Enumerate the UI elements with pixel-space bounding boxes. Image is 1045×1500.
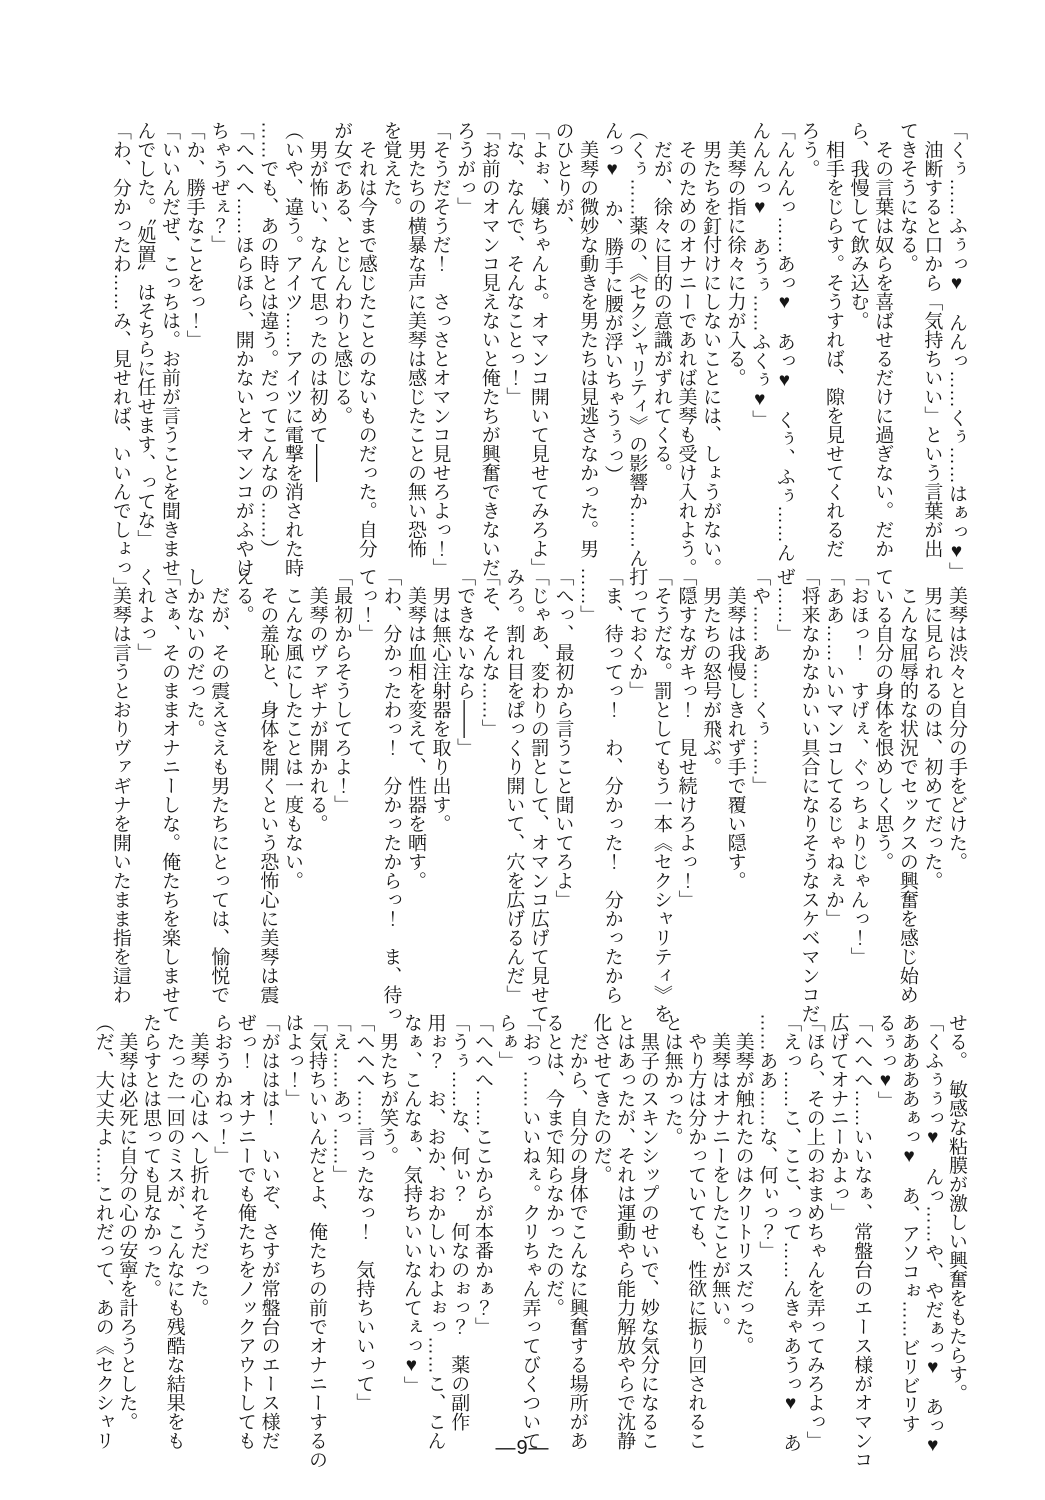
text-column: 「へっ、最初から言うこと聞いてろよ」: [552, 567, 574, 909]
text-column: 「さぁ、そのままオナニーしな。俺たちを楽しませて: [159, 567, 180, 1023]
text-column: 「おほっ！ すげぇ、ぐっちょりじゃんっ！」: [847, 567, 869, 966]
text-column: 男たちの横暴な声に美琴は感じたことの無い恐怖: [404, 121, 426, 558]
text-column: 美琴はオナニーをしたことが無い。: [708, 1013, 730, 1336]
text-column: 「将来なかなかいい具合になりそうなスケベマンコだ: [798, 567, 820, 1023]
text-column: 「へへへ……言ったなっ！ 気持ちいいって」: [353, 1013, 375, 1412]
text-column: 美琴は我慢しきれず手で覆い隠す。: [724, 567, 746, 890]
text-column: ら、我慢して飲み込む。: [847, 121, 869, 330]
text-column: 「よぉ、嬢ちゃんよ。オマンコ開いて見せてみろよ」: [527, 121, 549, 577]
text-column: 美琴は血相を変えて、性器を晒す。: [404, 567, 426, 890]
text-column: ……」: [577, 567, 599, 624]
text-column: 「お前のオマンコ見えないと俺たちが興奮できないだ: [478, 121, 500, 577]
text-column: 美琴が触れたのはクリトリスだった。: [732, 1013, 754, 1355]
text-column: 「へへへ……ほらほら、開かないとオマンコがふやけ: [232, 121, 254, 577]
text-column: 男が怖い、なんて思ったのは初めて――: [306, 121, 328, 482]
text-column: 「わ、分かったわっ！ 分かったからっ！ ま、待っ: [380, 567, 402, 1023]
text-column: 広げてオナニーかよっ」: [827, 1013, 849, 1222]
text-column: 「気持ちいいんだとよ、俺たちの前でオナニーするの: [306, 1013, 328, 1469]
text-column: 「ほら、その上のおまめちゃんを弄ってみろよっ」: [803, 1013, 825, 1450]
text-column: しかないのだった。: [183, 567, 205, 738]
text-column: ろう。: [798, 121, 820, 178]
text-column: 「隠すなガキっ！ 見せ続けろよっ！」: [675, 567, 697, 909]
text-column: その羞恥と、身体を開くという恐怖心に美琴は震: [257, 567, 279, 1004]
text-column: 「え……あっ……」: [329, 1013, 351, 1184]
text-column: てっ！」: [355, 567, 377, 643]
text-column: 「そうだな。罰としてもう一本《セクシャリティ》を: [650, 567, 672, 1023]
text-block-bottom: [91, 1013, 968, 1469]
text-column: だから、自分の身体でこんなに興奮する場所があ: [566, 1013, 588, 1450]
text-column: 「ま、待ってっ！ わ、分かった！ 分かったから: [601, 567, 623, 1004]
text-column: ろうがっ」: [454, 121, 476, 216]
text-column: ている自分の身体を恨めしく思う。: [872, 567, 894, 871]
text-column: ちゃうぜぇ？」: [208, 121, 230, 254]
text-column: せる。 敏感な粘膜が激しい興奮をもたらす。: [946, 1013, 967, 1403]
page-number: ―9―: [495, 1437, 550, 1459]
text-column: 美琴は渋々と自分の手をどけた。: [946, 567, 967, 871]
text-column: 美琴の微妙な動きを男たちは見逃さなかった。男: [577, 121, 599, 558]
text-column: くれよっ」: [134, 567, 156, 662]
text-column: そのためのオナニーであれば美琴も受け入れよう。: [675, 121, 697, 577]
text-column: てきそうになる。: [896, 121, 918, 273]
text-column: だが、その震えさえも男たちにとっては、愉悦で: [208, 567, 230, 1004]
text-column: とは無かった。: [661, 1013, 683, 1146]
text-column: 美琴は言うとおりヴァギナを開いたまま指を這わ: [109, 567, 131, 1004]
text-column: 「わ、分かったわ……み、見せれば、いいんでしょっ」: [109, 121, 131, 596]
text-column: んでした。〝処置〟はそちらに任せます、ってな」: [134, 121, 156, 549]
text-column: 化させてきたのだ。: [590, 1013, 612, 1184]
text-column: とはあったが、それは運動やら能力解放やらで沈静: [614, 1013, 636, 1450]
text-column: るとは、今まで知らなかったのだ。: [543, 1013, 565, 1317]
text-column: たらすとは思っても見なかった。: [140, 1013, 162, 1298]
text-column: 「ああ……いいマンコしてるじゃねぇか」: [823, 567, 845, 928]
text-column: ぜっ！ オナニーでも俺たちをノックアウトしても: [234, 1013, 256, 1450]
text-column: 「えっ……こ、ここ、って……んきゃあうっ♥ あ: [780, 1013, 802, 1452]
text-column: 「へへへ……いいなぁ、常盤台のエース様がオマンコ: [851, 1013, 873, 1469]
text-column: のひとりが、: [552, 121, 574, 235]
text-column: 「へへへ……ここからが本番かぁ？」: [471, 1013, 493, 1336]
text-column: 「じゃあ、変わりの罰として、オマンコ広げて見せて: [527, 567, 549, 1023]
text-column: 「な、なんで、そんなことっ！」: [503, 121, 525, 406]
text-column: ……ああ……な、何ぃっ？」: [756, 1013, 778, 1260]
text-column: はよっ！」: [282, 1013, 304, 1108]
text-column: 黒子のスキンシップのせいで、妙な気分になるこ: [637, 1013, 659, 1450]
text-column: を覚えた。: [380, 121, 402, 216]
text-column: らぁ」: [495, 1013, 517, 1070]
text-column: 相手をじらす。そうすれば、隙を見せてくれるだ: [823, 121, 845, 558]
text-column: 「や……あ……くぅ……」: [749, 567, 771, 795]
text-column: こんな屈辱的な状況でセックスの興奮を感じ始め: [896, 567, 918, 1004]
text-column: 油断すると口から「気持ちいい」という言葉が出: [921, 121, 943, 558]
text-column: それは今まで感じたことのないものだった。自分: [355, 121, 377, 558]
text-column: んんんっ♥ あうぅ……ふくぅ♥」: [749, 121, 771, 429]
text-column: 美琴は必死に自分の心の安寧を計ろうとした。: [116, 1013, 138, 1431]
text-column: その言葉は奴らを喜ばせるだけに過ぎない。だか: [872, 121, 894, 558]
text-column: るぅっ♥」: [874, 1013, 896, 1110]
text-column: なぁ、こんなぁ、気持ちいいなんてぇっ♥」: [400, 1013, 422, 1395]
text-column: が女である、とじんわりと感じる。: [331, 121, 353, 425]
text-column: 「うぅ……な、何ぃ？ 何なのぉっ？ 薬の副作: [448, 1013, 470, 1431]
text-column: 「おっ……いいねぇ。クリちゃん弄ってびくついて: [519, 1013, 541, 1450]
text-column: 打っておくか」: [626, 567, 648, 700]
text-column: 「最初からそうしてろよ！」: [331, 567, 353, 814]
text-column: 美琴の心はへし折れそうだった。: [187, 1013, 209, 1317]
text-column: だが、徐々に目的の意識がずれてくる。: [650, 121, 672, 482]
text-column: んっ♥ か、勝手に腰が浮いちゃうぅっ）: [601, 121, 623, 484]
text-column: らおうかねっ！」: [211, 1013, 233, 1165]
text-column: みろ。割れ目をぱっくり開いて、穴を広げるんだ」: [503, 567, 525, 1004]
text-column: 「そ、そんな……」: [478, 567, 500, 738]
text-column: 男に見られるのは、初めてだった。: [921, 567, 943, 890]
text-column: 「そうだそうだ！ さっさとオマンコ見せろよっ！」: [429, 121, 451, 577]
text-block-middle: [107, 567, 968, 1023]
text-column: 「いいんだぜ、こっちは。お前が言うことを聞きませ: [159, 121, 180, 577]
text-column: （いや、違う。アイツ……アイツに電撃を消された時: [281, 121, 303, 577]
text-column: 男たちが笑う。: [377, 1013, 399, 1165]
text-column: 美琴の指に徐々に力が入る。: [724, 121, 746, 387]
text-column: ぜ……」: [773, 567, 795, 643]
text-column: 美琴のヴァギナが開かれる。: [306, 567, 328, 833]
text-column: 男は無心注射器を取り出す。: [429, 567, 451, 833]
text-column: 「か、勝手なことをっ！」: [183, 121, 205, 349]
text-column: 「んんんっ……あっ♥ あっ♥ くぅ、ふぅ……ん: [773, 121, 795, 562]
text-column: える。: [232, 567, 254, 624]
text-column: たった一回のミスが、こんなにも残酷な結果をも: [163, 1013, 185, 1450]
text-column: 「くぅ……ふぅっ♥ んんっ……くぅ……はぁっ♥」: [946, 121, 967, 581]
text-column: （くぅ……薬の、《セクシャリティ》の影響か……ん: [626, 121, 648, 568]
text-column: あああああぁっ♥ あ、アソコぉ……ビリビリす: [898, 1013, 920, 1433]
text-column: 「くふぅぅっ♥ んっ……や、やだぁっ♥ あっ♥: [922, 1013, 944, 1456]
text-column: 「できないなら――」: [454, 567, 476, 757]
text-column: ……でも、あの時とは違う。だってこんなの……）: [257, 121, 279, 558]
text-column: 用ぉ？ お、おか、おかしいわよぉっ……こ、こん: [424, 1013, 446, 1450]
text-column: （だ、大丈夫よ……これだって、あの《セクシャリ: [92, 1013, 114, 1450]
text-column: 男たちを釘付けにしないことには、しょうがない。: [700, 121, 722, 577]
text-column: こんな風にしたことは一度もない。: [281, 567, 303, 890]
text-column: 「がははは！ いいぞ、さすが常盤台のエース様だ: [258, 1013, 280, 1450]
text-column: 男たちの怒号が飛ぶ。: [700, 567, 722, 776]
text-column: やり方は分かっていても、性欲に振り回されるこ: [685, 1013, 707, 1450]
